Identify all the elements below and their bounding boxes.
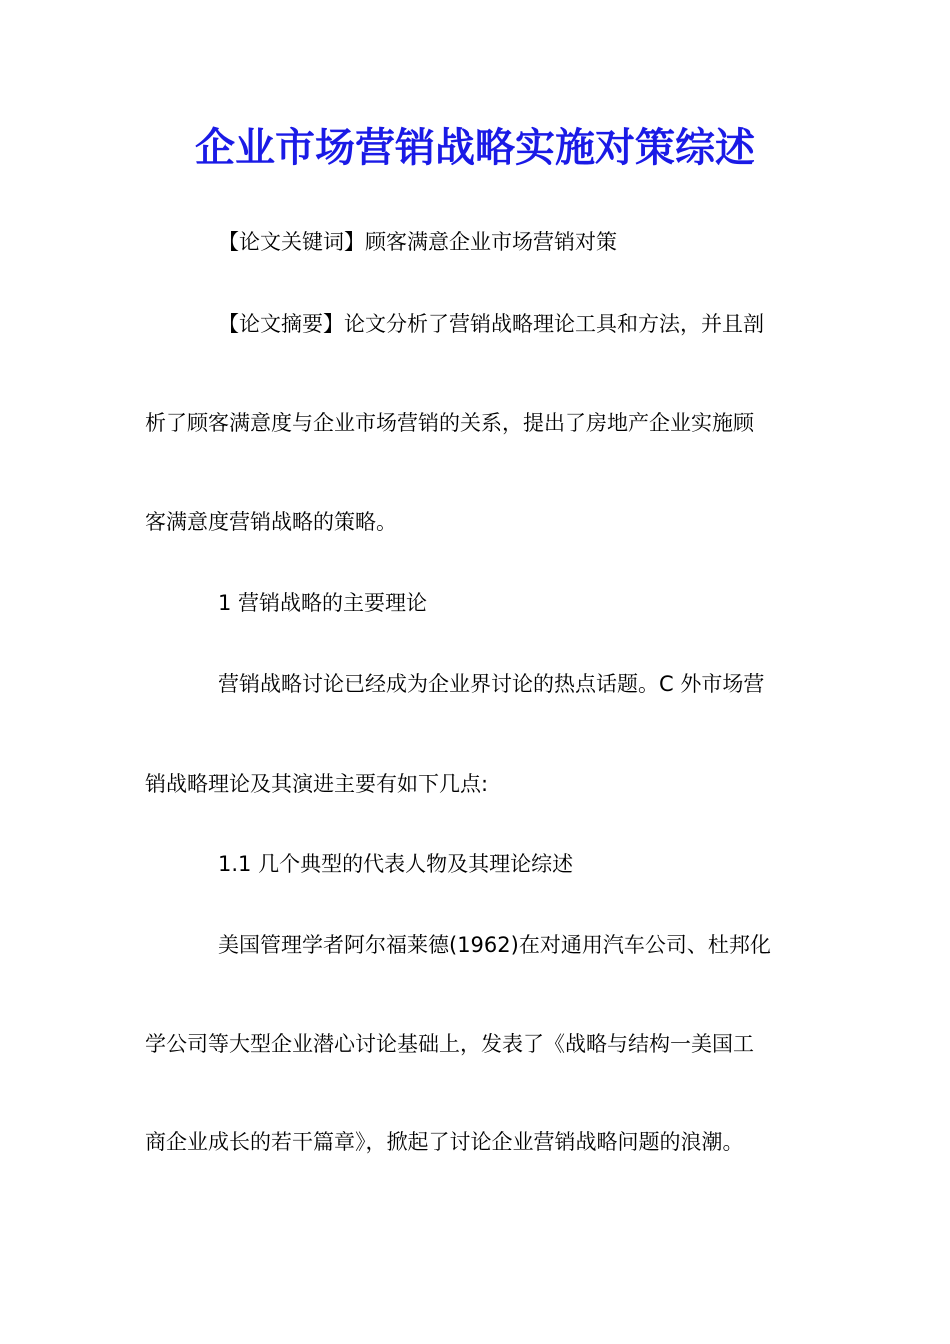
paragraph-line-4: 学公司等大型企业潜心讨论基础上，发表了《战略与结构一美国工	[145, 1032, 754, 1056]
paragraph-line-1: 营销战略讨论已经成为企业界讨论的热点话题。C 外市场营	[218, 672, 765, 696]
keywords-line: 【论文关键词】顾客满意企业市场营销对策	[218, 230, 617, 254]
abstract-line-3: 客满意度营销战略的策略。	[145, 510, 397, 534]
document-title: 企业市场营销战略实施对策综述	[195, 124, 755, 171]
subsection-heading-1-1: 1.1 几个典型的代表人物及其理论综述	[218, 852, 574, 876]
paragraph-line-5: 商企业成长的若干篇章》，掀起了讨论企业营销战略问题的浪潮。	[145, 1130, 744, 1154]
abstract-line-1: 【论文摘要】论文分析了营销战略理论工具和方法，并且剖	[218, 312, 764, 336]
section-heading-1: 1 营销战略的主要理论	[218, 591, 428, 615]
abstract-line-2: 析了顾客满意度与企业市场营销的关系，提出了房地产企业实施顾	[145, 411, 754, 435]
paragraph-line-2: 销战略理论及其演进主要有如下几点:	[145, 772, 489, 796]
paragraph-line-3: 美国管理学者阿尔福莱德(1962)在对通用汽车公司、杜邦化	[218, 933, 771, 957]
